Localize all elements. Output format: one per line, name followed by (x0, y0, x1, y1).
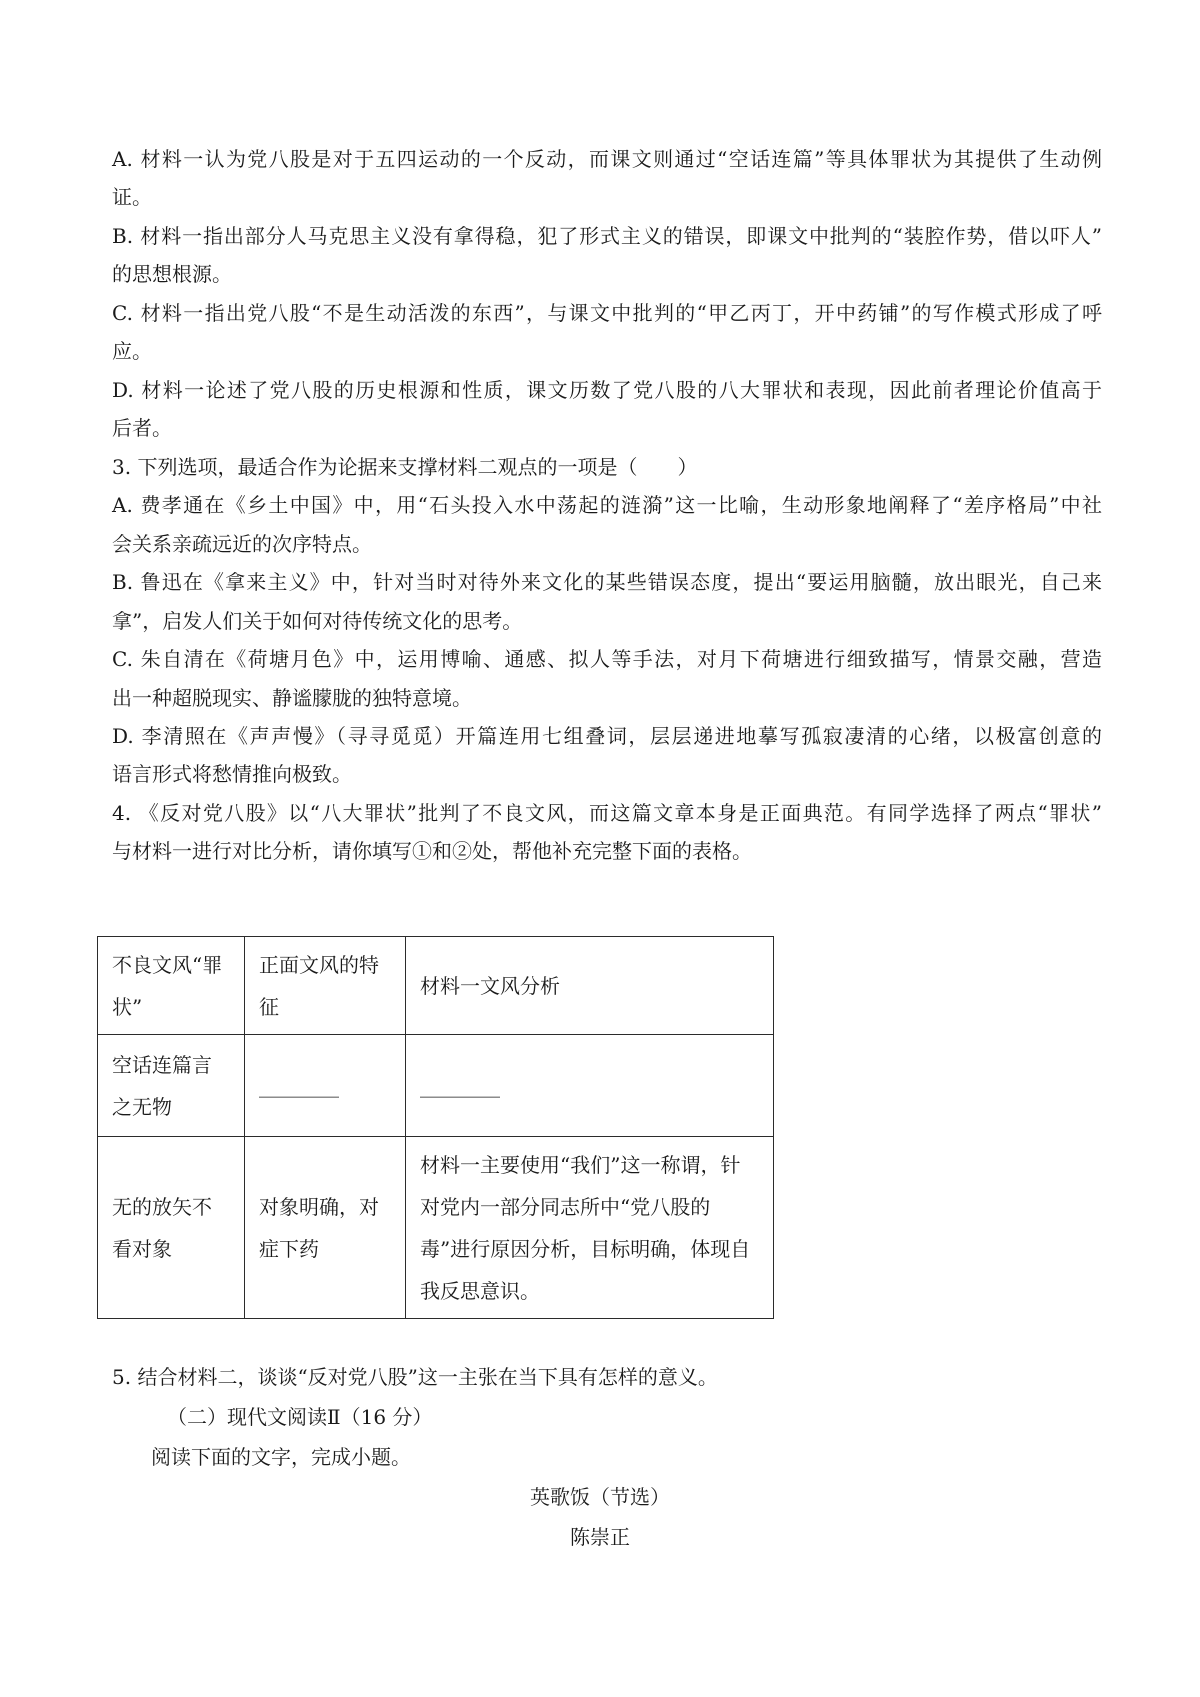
q2-option-c-line1: C. 材料一指出党八股“不是生动活泼的东西”，与课文中批判的“甲乙丙丁，开中药铺”的写作模式形成了呼 (112, 301, 1102, 325)
table-header-cell: 材料一文风分析 (406, 937, 774, 1035)
q3-option-a-line2: 会关系亲疏远近的次序特点。 (112, 532, 372, 556)
table-cell: 对象明确，对症下药 (245, 1137, 406, 1319)
table-cell: 无的放矢不看对象 (98, 1137, 245, 1319)
q4-stem-line2: 与材料一进行对比分析，请你填写①和②处，帮他补充完整下面的表格。 (112, 839, 752, 863)
table-row (98, 1137, 774, 1319)
q3-option-c-line2: 出一种超脱现实、静谧朦胧的独特意境。 (112, 686, 472, 710)
section-heading: （二）现代文阅读Ⅱ（16 分） (167, 1405, 433, 1429)
q3-stem: 3. 下列选项，最适合作为论据来支撑材料二观点的一项是（ ） (112, 455, 698, 479)
q3-option-b-line2: 拿”，启发人们关于如何对待传统文化的思考。 (112, 609, 523, 633)
q2-option-d-line2: 后者。 (112, 416, 172, 440)
q5-stem: 5. 结合材料二，谈谈“反对党八股”这一主张在当下具有怎样的意义。 (112, 1365, 718, 1389)
q2-option-c-line2: 应。 (112, 339, 152, 363)
reading-instruction: 阅读下面的文字，完成小题。 (151, 1445, 411, 1469)
q3-option-a-line1: A. 费孝通在《乡土中国》中，用“石头投入水中荡起的涟漪”这一比喻，生动形象地阐释了“差序格局”中社 (112, 493, 1102, 517)
article-author: 陈崇正 (570, 1525, 630, 1549)
table-header-row (98, 937, 774, 1035)
comparison-table (97, 936, 774, 1319)
q4-stem-line1: 4. 《反对党八股》以“八大罪状”批判了不良文风，而这篇文章本身是正面典范。有同学选择了两点“罪状” (112, 801, 1102, 825)
q2-option-a-line2: 证。 (112, 185, 152, 209)
q2-option-b-line2: 的思想根源。 (112, 262, 232, 286)
q3-option-d-line1: D. 李清照在《声声慢》（寻寻觅觅）开篇连用七组叠词，层层递进地摹写孤寂凄清的心绪，以极富创意的 (112, 724, 1102, 748)
q2-option-b-line1: B. 材料一指出部分人马克思主义没有拿得稳，犯了形式主义的错误，即课文中批判的“装腔作势，借以吓人” (112, 224, 1102, 248)
table-header-cell: 正面文风的特征 (245, 937, 406, 1035)
article-title: 英歌饭（节选） (530, 1485, 670, 1509)
table-header-cell: 不良文风“罪状” (98, 937, 245, 1035)
q2-option-a-line1: A. 材料一认为党八股是对于五四运动的一个反动，而课文则通过“空话连篇”等具体罪状为其提供了生动例 (112, 147, 1102, 171)
table-row (98, 1035, 774, 1137)
table-cell: 材料一主要使用“我们”这一称谓，针对党内一部分同志所中“党八股的毒”进行原因分析，目标明确，体现自我反思意识。 (406, 1137, 774, 1319)
q2-option-d-line1: D. 材料一论述了党八股的历史根源和性质，课文历数了党八股的八大罪状和表现，因此前者理论价值高于 (112, 378, 1102, 402)
answer-blank-2: ________ (406, 1035, 774, 1137)
q3-option-b-line1: B. 鲁迅在《拿来主义》中，针对当时对待外来文化的某些错误态度，提出“要运用脑髓，放出眼光，自己来 (112, 570, 1102, 594)
q3-option-d-line2: 语言形式将愁情推向极致。 (112, 762, 352, 786)
table-cell: 空话连篇言之无物 (98, 1035, 245, 1137)
answer-blank-1: ________ (245, 1035, 406, 1137)
q3-option-c-line1: C. 朱自清在《荷塘月色》中，运用博喻、通感、拟人等手法，对月下荷塘进行细致描写，情景交融，营造 (112, 647, 1102, 671)
